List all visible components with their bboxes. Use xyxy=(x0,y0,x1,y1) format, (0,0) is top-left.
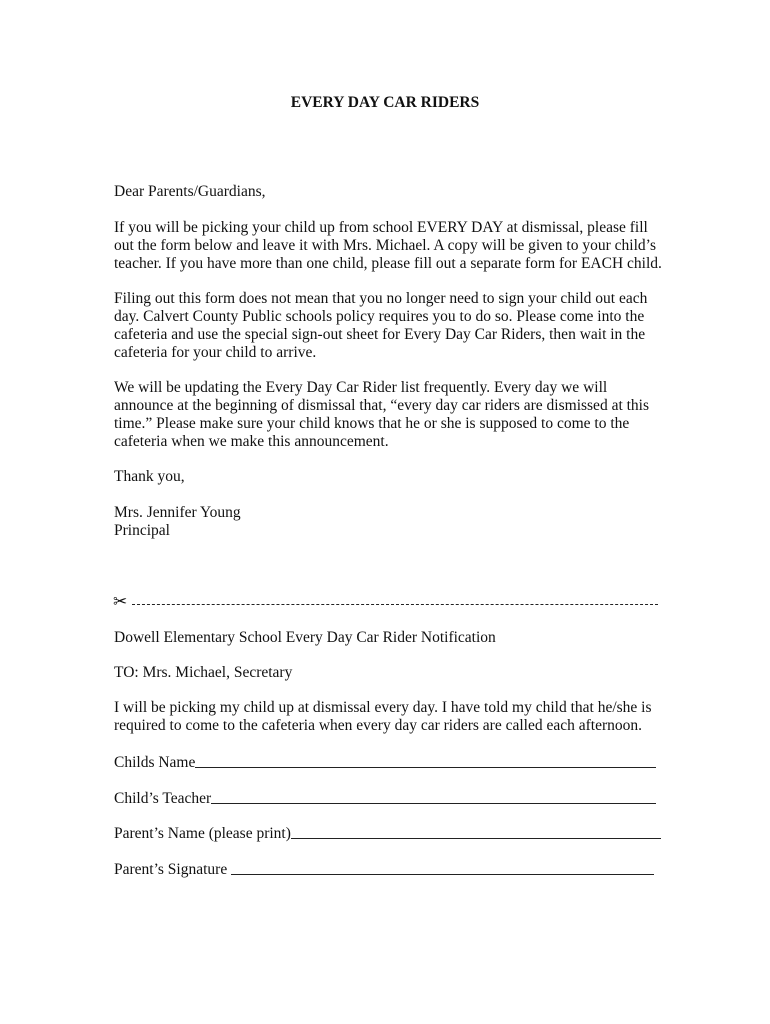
paragraph-1-line: out the form below and leave it with Mrs. Michael. A copy will be given to your child’s xyxy=(114,237,656,254)
form-statement-line: I will be picking my child up at dismissal every day. I have told my child that he/she is xyxy=(114,699,652,716)
paragraph-1-line: If you will be picking your child up from school EVERY DAY at dismissal, please fill xyxy=(114,219,648,236)
form-heading-text: Dowell Elementary School Every Day Car Rider Notification xyxy=(114,629,496,646)
signer-name: Mrs. Jennifer Young xyxy=(114,504,241,521)
form-recipient xyxy=(114,664,674,682)
closing xyxy=(114,468,674,486)
salutation-text: Dear Parents/Guardians, xyxy=(114,183,266,200)
parent-signature-label: Parent’s Signature xyxy=(114,861,232,878)
paragraph-1-line: teacher. If you have more than one child, please fill out a separate form for EACH child. xyxy=(114,255,662,272)
parent-signature-blank[interactable] xyxy=(231,860,654,875)
paragraph-3-line: We will be updating the Every Day Car Rider list frequently. Every day we will xyxy=(114,379,608,396)
scissors-icon: ✂ xyxy=(113,592,128,612)
signer-title: Principal xyxy=(114,522,170,539)
form-statement xyxy=(114,699,674,735)
document-title: EVERY DAY CAR RIDERS xyxy=(290,94,480,111)
signature-block xyxy=(114,504,674,540)
form-recipient-text: TO: Mrs. Michael, Secretary xyxy=(114,664,293,681)
child-teacher-blank[interactable] xyxy=(211,789,656,804)
paragraph-2-line: day. Calvert County Public schools policy requires you to do so. Please come into the xyxy=(114,308,645,325)
paragraph-3-line: time.” Please make sure your child knows that he or she is supposed to come to the xyxy=(114,415,630,432)
salutation xyxy=(114,183,674,201)
paragraph-2 xyxy=(114,290,674,362)
child-teacher-field[interactable] xyxy=(114,788,656,808)
paragraph-1 xyxy=(114,219,674,273)
child-name-blank[interactable] xyxy=(195,753,656,768)
form-statement-line: required to come to the cafeteria when every day car riders are called each afternoon. xyxy=(114,717,642,734)
paragraph-2-line: cafeteria for your child to arrive. xyxy=(114,344,317,361)
form-heading xyxy=(114,629,674,647)
child-name-field[interactable] xyxy=(114,752,656,772)
paragraph-2-line: cafeteria and use the special sign-out sheet for Every Day Car Riders, then wait in the xyxy=(114,326,646,343)
child-name-label: Childs Name xyxy=(114,754,196,771)
parent-name-field[interactable] xyxy=(114,823,661,843)
parent-name-blank[interactable] xyxy=(291,824,661,839)
closing-text: Thank you, xyxy=(114,468,185,485)
paragraph-2-line: Filing out this form does not mean that you no longer need to sign your child out each xyxy=(114,290,648,307)
cut-line xyxy=(113,591,658,613)
child-teacher-label: Child’s Teacher xyxy=(114,790,212,807)
paragraph-3-line: cafeteria when we make this announcement. xyxy=(114,433,389,450)
parent-signature-field[interactable] xyxy=(114,859,654,879)
paragraph-3-line: announce at the beginning of dismissal that, “every day car riders are dismissed at this xyxy=(114,397,650,414)
paragraph-3 xyxy=(114,379,674,451)
dashed-cut-line xyxy=(132,604,658,605)
parent-name-label: Parent’s Name (please print) xyxy=(114,825,291,842)
